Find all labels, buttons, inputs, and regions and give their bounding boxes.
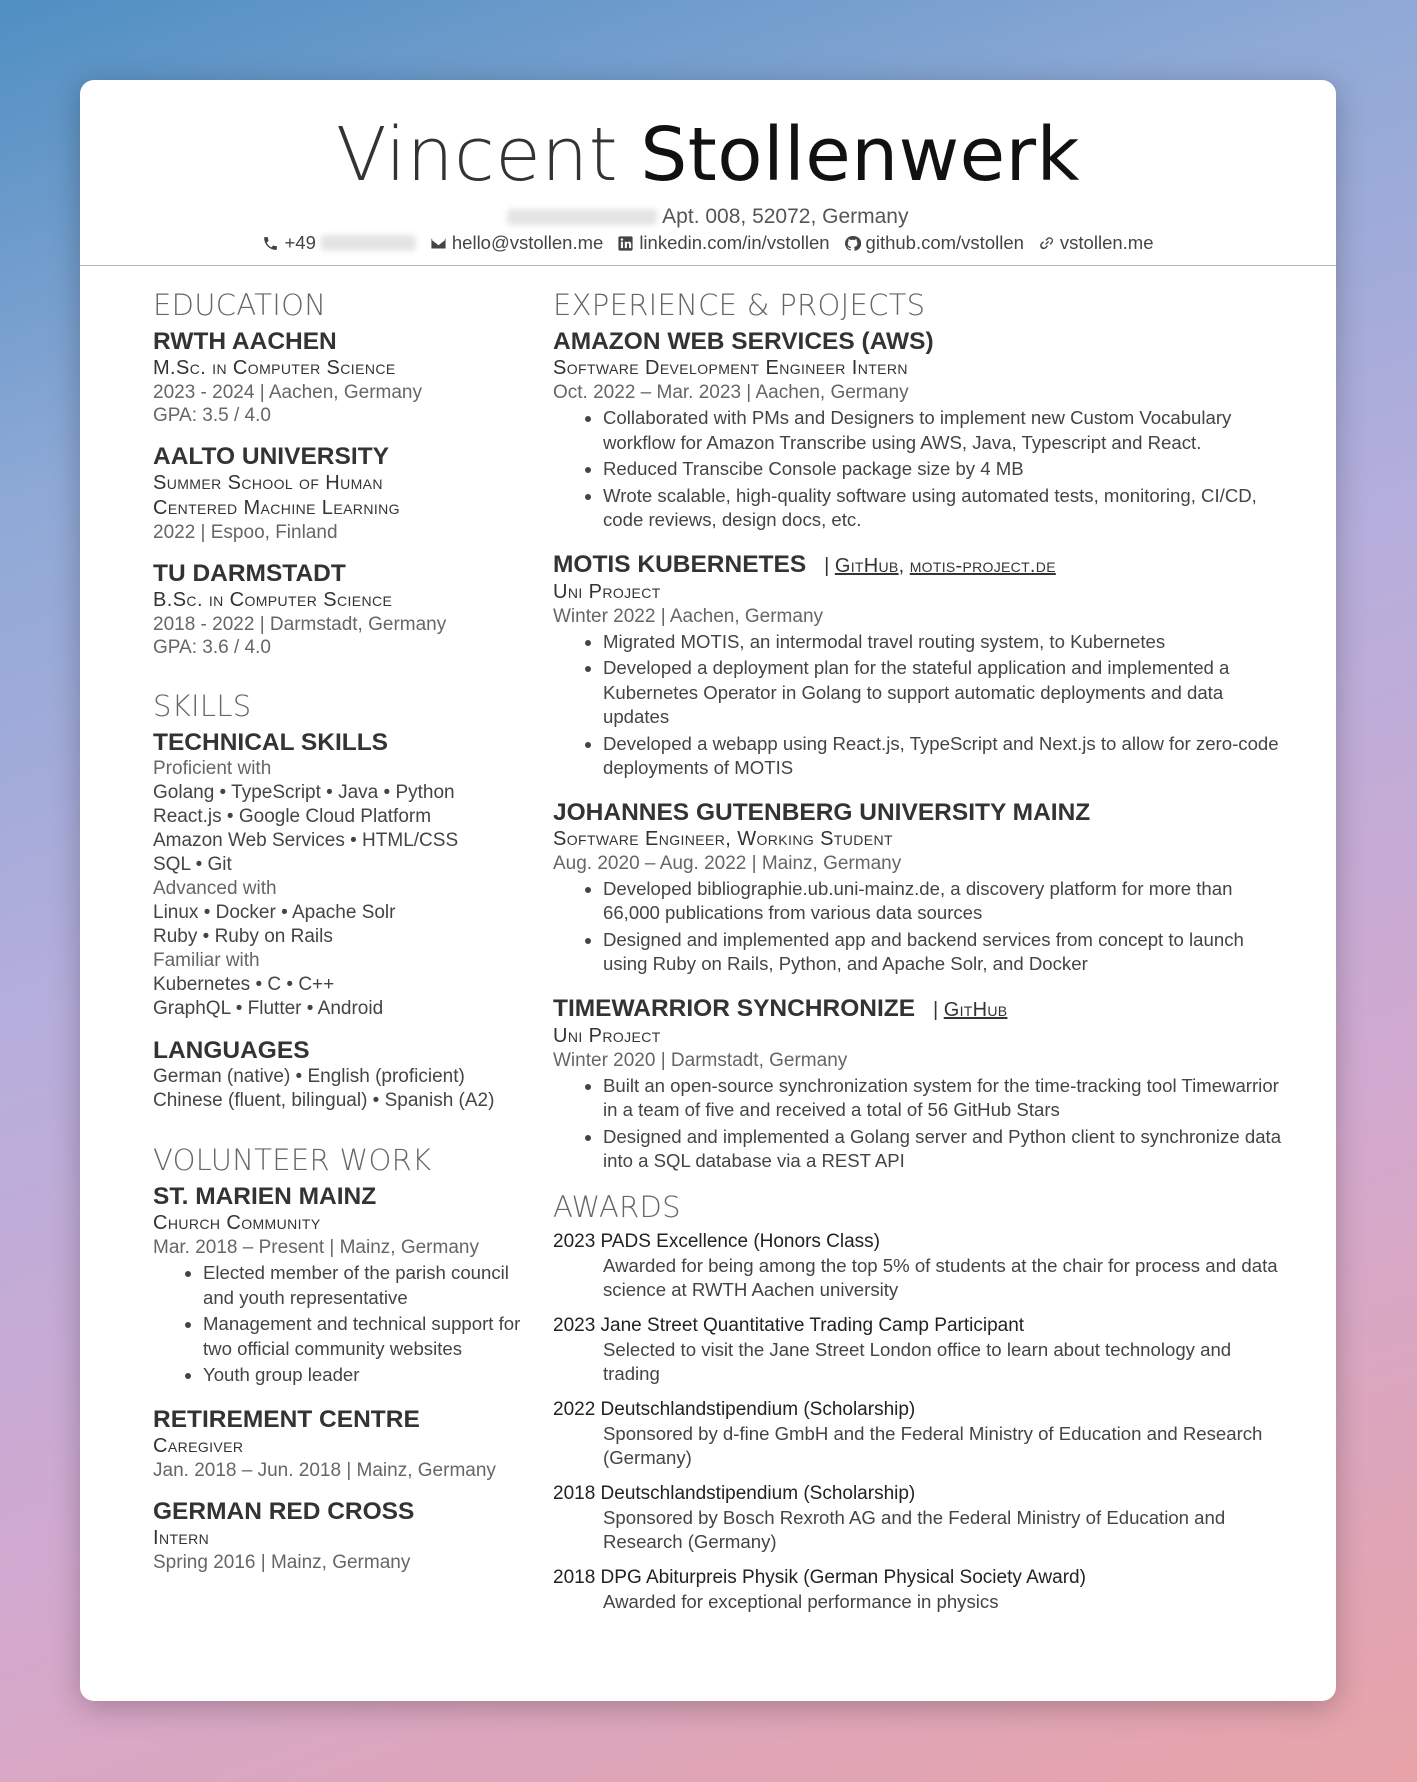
education-degree: Summer School of Human [153,472,383,494]
experience-org-row: MOTIS KUBERNETES | GitHub, motis-project.de [553,550,1056,578]
award-title: 2022 Deutschlandstipendium (Scholarship) [553,1398,916,1420]
left-column [153,286,533,1574]
education-dates: 2022 | Espoo, Finland [153,522,338,543]
education-org: AALTO UNIVERSITY [153,443,389,470]
list-item: • Developed a deployment plan for the stateful application and implemented a Kubernetes Operator in Golang to support automatic deployments and data updates [603,656,1283,730]
award-description: Sponsored by Bosch Rexroth AG and the Federal Ministry of Education and Research (Germany) [603,1506,1226,1552]
experience-dates: Oct. 2022 – Mar. 2023 | Aachen, Germany [553,382,909,403]
skill-line: GraphQL • Flutter • Android [153,998,384,1019]
list-item: • Youth group leader [203,1363,533,1388]
full-name [80,108,1336,200]
education-dates: 2018 - 2022 | Darmstadt, Germany [153,614,447,635]
contact-bar [80,232,1336,254]
experience-dates: Winter 2022 | Aachen, Germany [553,605,824,627]
website-contact[interactable] [1038,232,1154,254]
linkedin-icon [617,235,634,252]
skill-line: Golang • TypeScript • Java • Python [153,782,455,803]
project-link[interactable]: motis-project.de [909,554,1056,577]
phone-prefix: +49 [284,232,316,253]
education-degree: Centered Machine Learning [153,497,400,519]
list-item: • Wrote scalable, high-quality software using automated tests, monitoring, CI/CD, code reviews, design docs, etc. [603,484,1283,533]
education-title: EDUCATION [153,288,327,322]
volunteer-org: GERMAN RED CROSS [153,1497,415,1525]
github-text: github.com/vstollen [865,232,1024,253]
education-dates: 2023 - 2024 | Aachen, Germany [153,382,422,403]
right-column [553,286,1283,1614]
list-item: • Elected member of the parish council and youth representative [203,1261,533,1310]
github-contact[interactable] [844,232,1024,254]
volunteer-org: ST. MARIEN MAINZ [153,1183,377,1210]
experience-role: Software Engineer, Working Student [553,827,893,850]
award-description: Awarded for being among the top 5% of students at the chair for process and data science at RWTH Aachen university [603,1254,1278,1300]
resume-header [80,80,1336,266]
volunteer-role: Caregiver [153,1434,244,1457]
language-line: Chinese (fluent, bilingual) • Spanish (A2) [153,1090,495,1111]
volunteer-title: VOLUNTEER WORK [153,1143,432,1177]
skill-line: React.js • Google Cloud Platform [153,806,432,827]
email-contact[interactable] [430,232,603,254]
link-icon [1038,235,1055,252]
award-description: Sponsored by d-fine GmbH and the Federal Ministry of Education and Research (Germany) [603,1422,1263,1468]
resume-page [80,80,1336,1701]
experience-org: JOHANNES GUTENBERG UNIVERSITY MAINZ [553,798,1091,826]
awards-title: AWARDS [553,1189,681,1224]
volunteer-dates: Spring 2016 | Mainz, Germany [153,1551,411,1573]
experience-bullets [553,877,1283,977]
advanced-label: Advanced with [153,878,277,899]
skill-line: Kubernetes • C • C++ [153,974,335,995]
experience-org: AMAZON WEB SERVICES (AWS) [553,328,934,355]
linkedin-text: linkedin.com/in/vstollen [639,232,830,253]
skill-line: Linux • Docker • Apache Solr [153,902,396,923]
skills-title: SKILLS [153,689,252,723]
phone-contact[interactable] [262,232,415,254]
email-text: hello@vstollen.me [451,232,604,253]
award-title: 2023 Jane Street Quantitative Trading Camp Participant [553,1314,1025,1336]
education-org: TU DARMSTADT [153,560,346,587]
volunteer-role: Church Community [153,1212,321,1234]
phone-icon [262,235,279,252]
experience-org: MOTIS KUBERNETES [553,550,807,578]
list-item: • Migrated MOTIS, an intermodal travel routing system, to Kubernetes [603,630,1283,655]
languages-title: LANGUAGES [153,1037,310,1064]
experience-bullets [553,406,1283,533]
volunteer-role: Intern [153,1526,210,1549]
github-icon [844,235,861,252]
education-org: RWTH AACHEN [153,328,337,355]
first-name: Vincent [336,112,619,198]
skill-line: SQL • Git [153,854,232,875]
list-item: • Developed bibliographie.ub.uni-mainz.de, a discovery platform for more than 66,000 publications from various data sources [603,877,1283,926]
list-item: • Designed and implemented a Golang server and Python client to synchronize data into a SQL database via a REST API [603,1125,1283,1174]
envelope-icon [430,235,447,252]
award-title: 2018 DPG Abiturpreis Physik (German Physical Society Award) [553,1566,1086,1588]
list-item: • Management and technical support for two official community websites [203,1312,533,1361]
list-item: • Developed a webapp using React.js, TypeScript and Next.js to allow for zero-code deployments of MOTIS [603,732,1283,781]
experience-bullets [553,1074,1283,1174]
proficient-label: Proficient with [153,758,272,779]
skill-line: Ruby • Ruby on Rails [153,926,333,947]
experience-org: TIMEWARRIOR SYNCHRONIZE [553,994,916,1022]
experience-org-row: TIMEWARRIOR SYNCHRONIZE | GitHub [553,994,1008,1022]
experience-dates: Aug. 2020 – Aug. 2022 | Mainz, Germany [553,852,902,874]
experience-bullets [553,630,1283,781]
skill-line: Amazon Web Services • HTML/CSS [153,830,459,851]
list-item: • Built an open-source synchronization system for the time-tracking tool Timewarrior in a team of five and received a total of 56 GitHub Stars [603,1074,1283,1123]
award-title: 2023 PADS Excellence (Honors Class) [553,1230,881,1252]
list-item: • Reduced Transcibe Console package size by 4 MB [603,457,1283,482]
volunteer-org: RETIREMENT CENTRE [153,1405,420,1433]
redacted-phone [321,235,416,251]
award-title: 2018 Deutschlandstipendium (Scholarship) [553,1482,916,1504]
linkedin-contact[interactable] [617,232,829,254]
education-gpa: GPA: 3.6 / 4.0 [153,637,271,658]
github-link[interactable]: GitHub [943,998,1008,1021]
address [80,204,1336,230]
address-text: Apt. 008, 52072, Germany [662,205,909,228]
redacted-street [507,209,657,225]
technical-skills-title: TECHNICAL SKILLS [153,729,389,756]
education-degree: M.Sc. in Computer Science [153,357,396,379]
experience-role: Uni Project [553,580,661,603]
list-item: • Designed and implemented app and backend services from concept to launch using Ruby on Rails, Python, and Apache Solr, and Docker [603,928,1283,977]
experience-title: EXPERIENCE & PROJECTS [553,288,926,322]
last-name: Stollenwerk [640,112,1080,198]
experience-role: Software Development Engineer Intern [553,357,908,379]
experience-dates: Winter 2020 | Darmstadt, Germany [553,1049,848,1071]
education-gpa: GPA: 3.5 / 4.0 [153,405,271,426]
award-description: Selected to visit the Jane Street London office to learn about technology and trading [603,1338,1232,1384]
github-link[interactable]: GitHub [834,554,899,577]
language-line: German (native) • English (proficient) [153,1066,465,1087]
list-item: • Collaborated with PMs and Designers to implement new Custom Vocabulary workflow for Amazon Transcribe using AWS, Java, Typescript and React. [603,406,1283,455]
volunteer-dates: Jan. 2018 – Jun. 2018 | Mainz, Germany [153,1459,496,1481]
website-text: vstollen.me [1059,232,1154,253]
experience-role: Uni Project [553,1024,661,1047]
volunteer-bullets [153,1261,533,1388]
education-degree: B.Sc. in Computer Science [153,589,393,611]
familiar-label: Familiar with [153,950,260,971]
award-description: Awarded for exceptional performance in physics [603,1590,999,1612]
volunteer-dates: Mar. 2018 – Present | Mainz, Germany [153,1237,479,1258]
